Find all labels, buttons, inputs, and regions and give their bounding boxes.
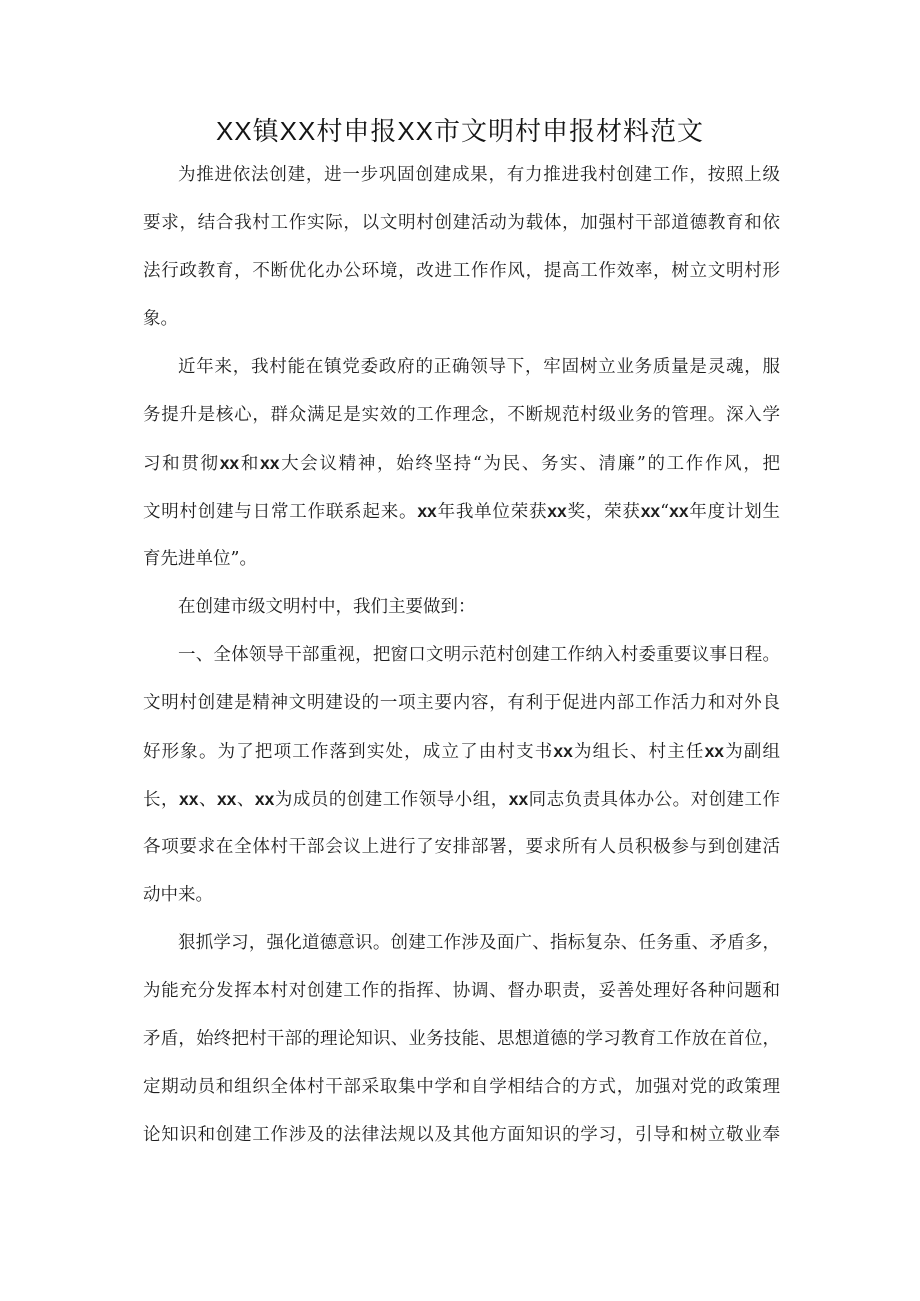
text-line: 一、全体领导干部重视，把窗口文明示范村创建工作纳入村委重要议事日程。 (178, 645, 780, 665)
text-line: 要求，结合我村工作实际，以文明村创建活动为载体，加强村干部道德教育和依 (143, 213, 780, 233)
placeholder-mark: XX (215, 116, 253, 146)
text-line: 象。 (143, 309, 178, 329)
placeholder-mark: xx (669, 501, 689, 521)
text-line: 矛盾，始终把村干部的理论知识、业务技能、思想道德的学习教育工作放在首位， (143, 1029, 780, 1049)
text-line: 务提升是核心，群众满足是实效的工作理念，不断规范村级业务的管理。深入学 (143, 405, 780, 425)
placeholder-mark: xx (178, 789, 199, 809)
placeholder-mark: XX (397, 116, 435, 146)
text-line: 在创建市级文明村中，我们主要做到： (178, 597, 476, 617)
study-paragraph (143, 919, 780, 1159)
placeholder-mark: xx (219, 453, 240, 473)
placeholder-mark: xx (254, 789, 275, 809)
text-line: 近年来，我村能在镇党委政府的正确领导下，牢固树立业务质量是灵魂，服 (178, 357, 780, 377)
placeholder-mark: xx (216, 789, 237, 809)
document-body (143, 151, 780, 1159)
placeholder-mark: XX (279, 116, 317, 146)
placeholder-mark: xx (640, 501, 661, 521)
text-line: 定期动员和组织全体村干部采取集中学和自学相结合的方式，加强对党的政策理 (143, 1077, 780, 1097)
text-line: 育先进单位”。 (143, 549, 257, 569)
placeholder-mark: xx (260, 453, 280, 473)
text-line: 动中来。 (143, 885, 213, 905)
placeholder-mark: xx (508, 789, 529, 809)
intro-paragraph (143, 151, 780, 343)
background-paragraph (143, 343, 780, 583)
placeholder-mark: xx (704, 741, 725, 761)
text-line: 法行政教育，不断优化办公环境，改进工作作风，提高工作效率，树立文明村形 (143, 261, 780, 281)
document-title: XX镇XX村申报XX市文明村申报材料范文 (215, 116, 705, 147)
placeholder-mark: xx (547, 501, 567, 521)
text-line: 为推进依法创建，进一步巩固创建成果，有力推进我村创建工作，按照上级 (178, 165, 780, 185)
text-line: 为能充分发挥本村对创建工作的指挥、协调、督办职责，妥善处理好各种问题和 (143, 981, 780, 1001)
text-line: 文明村创建是精神文明建设的一项主要内容，有利于促进内部工作活力和对外良 (143, 693, 780, 713)
text-line: 狠抓学习，强化道德意识。创建工作涉及面广、指标复杂、任务重、矛盾多， (178, 933, 780, 953)
text-line: 习和贯彻xx和xx大会议精神，始终坚持“为民、务实、清廉”的工作作风，把 (143, 453, 780, 474)
text-line: 各项要求在全体村干部会议上进行了安排部署，要求所有人员积极参与到创建活 (143, 837, 780, 857)
leadership-paragraph (143, 631, 780, 919)
placeholder-mark: xx (553, 741, 573, 761)
text-line: 好形象。为了把项工作落到实处，成立了由村支书xx为组长、村主任xx为副组 (143, 741, 780, 762)
text-line: 长，xx、xx、xx为成员的创建工作领导小组，xx同志负责具体办公。对创建工作 (143, 789, 780, 810)
text-line: 文明村创建与日常工作联系起来。xx年我单位荣获xx奖，荣获xx“xx年度计划生 (143, 501, 780, 522)
placeholder-mark: xx (417, 501, 437, 521)
measures-intro-paragraph (143, 583, 780, 631)
text-line: 论知识和创建工作涉及的法律法规以及其他方面知识的学习，引导和树立敬业奉 (143, 1125, 780, 1145)
